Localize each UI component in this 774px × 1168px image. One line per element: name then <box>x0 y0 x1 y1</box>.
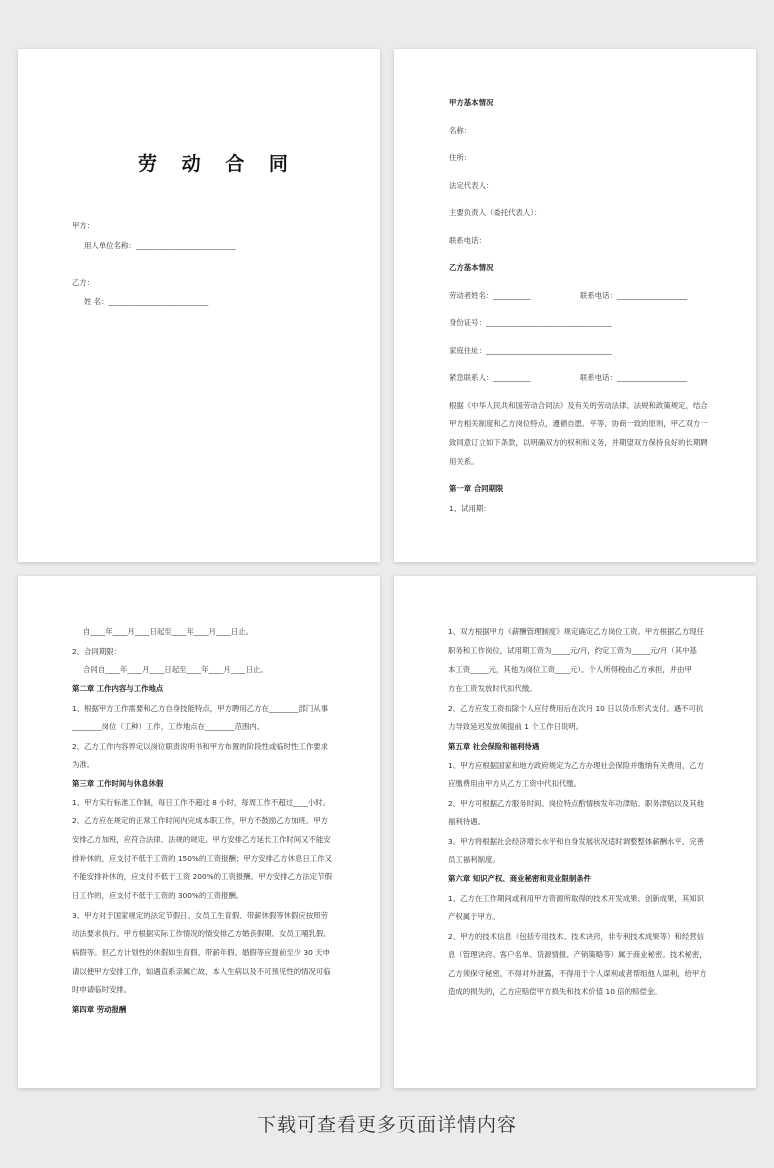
body-line: 1、甲方应根据国家和地方政府规定为乙方办理社会保险并缴纳有关费用，乙方 <box>448 761 704 770</box>
party-b-worker-name: 劳动者姓名：__________ <box>449 291 531 300</box>
party-a-principal: 主要负责人（委托代表人）： <box>449 208 542 217</box>
body-line: 2、乙方工作内容界定以岗位职责说明书和甲方布置的阶段性或临时性工作要求 <box>72 742 328 751</box>
body-line: 力导致延迟发放须提前 1 个工作日说明。 <box>448 722 584 731</box>
body-line: 2、乙方应在规定的正常工作时间内完成本职工作，甲方不鼓励乙方加班。甲方 <box>72 816 328 825</box>
body-line: 息（管理诀窍、客户名单、货源情报、产销策略等）属于商业秘密。技术秘密， <box>448 950 707 959</box>
download-caption: 下载可查看更多页面详情内容 <box>256 1114 517 1136</box>
body-line: 方在工资发放时代扣代缴。 <box>448 684 537 693</box>
body-line: 应缴费用由甲方从乙方工资中代扣代缴。 <box>448 779 582 788</box>
body-line: 乙方须保守秘密，不得对外泄露，不得用于个人谋利或者帮组他人谋利，给甲方 <box>448 969 707 978</box>
body-line: 3、甲方对于国家规定的法定节假日、女员工生育假、带薪休假等休假应按照劳 <box>72 911 328 920</box>
body-line: 产权属于甲方。 <box>448 912 500 921</box>
body-line: 造成的损失的，乙方应赔偿甲方损失和技术价值 10 倍的赔偿金。 <box>448 987 662 996</box>
body-line: 职务和工作岗位，试用期工资为_____元/月，约定工资为_____元/月（其中基 <box>448 646 697 655</box>
contract-page-1 <box>18 49 380 562</box>
intro-line: 根据《中华人民共和国劳动合同法》及有关的劳动法律、法规和政策规定，结合 <box>449 401 708 410</box>
party-b-home-address: 家庭住址：__________________________________ <box>449 346 612 355</box>
body-line: 动法要求执行。甲方根据实际工作情况的情安排乙方婚丧假期、女员工哺乳假、 <box>72 929 331 938</box>
probation-label: 1、试用期： <box>449 504 491 513</box>
body-line: ________岗位（工种）工作，工作地点在________范围内。 <box>72 722 265 731</box>
body-line: 2、乙方应发工资扣除个人应付费用后在次月 10 日以货币形式支付。遇不可抗 <box>448 704 704 713</box>
party-b-label: 乙方： <box>72 278 95 287</box>
body-line: 安排乙方加班，应符合法律、法规的规定。甲方安排乙方延长工作时间又不能安 <box>72 835 331 844</box>
body-line: 病假等。但乙方计划性的休假如生育假、带薪年假、婚假等应提前至少 30 天申 <box>72 948 330 957</box>
chapter-heading: 第三章 工作时间与休息休假 <box>72 779 164 788</box>
body-line: 3、甲方将根据社会经济增长水平和自身发展状况适时调整整体薪酬水平、完善 <box>448 837 704 846</box>
contract-page-4 <box>394 576 756 1088</box>
body-line: 合同自____年____月____日起至____年____月____日止。 <box>83 665 268 674</box>
party-a-label: 甲方： <box>72 221 95 230</box>
contract-page-2 <box>394 49 756 562</box>
body-line: 本工资_____元，其他为岗位工资____元）。个人所得税由乙方承担，并由甲 <box>448 665 692 674</box>
contract-title: 劳 动 合 同 <box>138 153 297 175</box>
chapter-heading: 第六章 知识产权、商业秘密和竞业限制条件 <box>448 874 591 883</box>
body-line: 请以便甲方安排工作，如遇直系亲属亡故、本人生病以及不可预见性的情况可临 <box>72 967 331 976</box>
chapter-heading: 第四章 劳动报酬 <box>72 1005 127 1014</box>
party-a-phone: 联系电话： <box>449 236 486 245</box>
party-b-emergency-contact: 紧急联系人：__________ <box>449 373 531 382</box>
employer-name-field: 用人单位名称：___________________________ <box>84 241 236 250</box>
chapter-heading: 第五章 社会保险和福利待遇 <box>448 742 540 751</box>
chapter-1-heading: 第一章 合同期限 <box>449 484 504 493</box>
intro-line: 用关系。 <box>449 457 479 466</box>
body-line: 时申请临时安排。 <box>72 985 132 994</box>
party-b-emergency-phone: 联系电话：___________________ <box>580 373 688 382</box>
body-line: 福利待遇。 <box>448 817 485 826</box>
body-line: 为准。 <box>72 760 95 769</box>
body-line: 2、合同期限： <box>72 647 122 656</box>
contract-page-3 <box>18 576 380 1088</box>
party-b-id-number: 身份证号：__________________________________ <box>449 318 612 327</box>
chapter-heading: 第二章 工作内容与工作地点 <box>72 684 164 693</box>
body-line: 排补休的，应支付不低于工资的 150%的工资报酬；甲方安排乙方休息日工作又 <box>72 854 332 863</box>
party-a-address: 住所： <box>449 153 472 162</box>
party-b-phone: 联系电话：___________________ <box>580 291 688 300</box>
body-line: 2、甲方可根据乙方服务时间、岗位特点酌情核发年功津贴、职务津贴以及其他 <box>448 799 704 808</box>
employee-name-field: 姓 名：___________________________ <box>84 297 209 306</box>
body-line: 1、根据甲方工作需要和乙方自身技能特点，甲方聘用乙方在________部门从事 <box>72 704 328 713</box>
party-b-heading: 乙方基本情况 <box>449 263 494 272</box>
intro-line: 甲方相关制度和乙方岗位特点，遵循自愿、平等、协商一致的原则，甲乙双方一 <box>449 419 708 428</box>
intro-line: 致同意订立如下条款，以明确双方的权利和义务，并期望双方保持良好的长期聘 <box>449 438 708 447</box>
body-line: 1、双方根据甲方《薪酬管理制度》规定确定乙方岗位工资。甲方根据乙方现任 <box>448 627 704 636</box>
body-line: 自____年____月____日起至____年____月____日止。 <box>83 627 253 636</box>
body-line: 2、甲方的技术信息（包括专用技术、技术诀窍，非专利技术成果等）和经营信 <box>448 932 704 941</box>
party-a-legal-rep: 法定代表人： <box>449 181 494 190</box>
party-a-heading: 甲方基本情况 <box>449 98 494 107</box>
body-line: 不能安排补休的，应支付不低于工资 200%的工资报酬。甲方安排乙方法定节假 <box>72 872 332 881</box>
body-line: 1、甲方实行标准工作制，每日工作不超过 8 小时，每周工作不超过____小时。 <box>72 798 330 807</box>
body-line: 日工作的，应支付不低于工资的 300%的工资报酬。 <box>72 891 244 900</box>
party-a-name: 名称： <box>449 126 472 135</box>
body-line: 员工福利制度。 <box>448 855 500 864</box>
body-line: 1、乙方在工作期间或利用甲方资源所取得的技术开发成果、创新成果，其知识 <box>448 894 704 903</box>
